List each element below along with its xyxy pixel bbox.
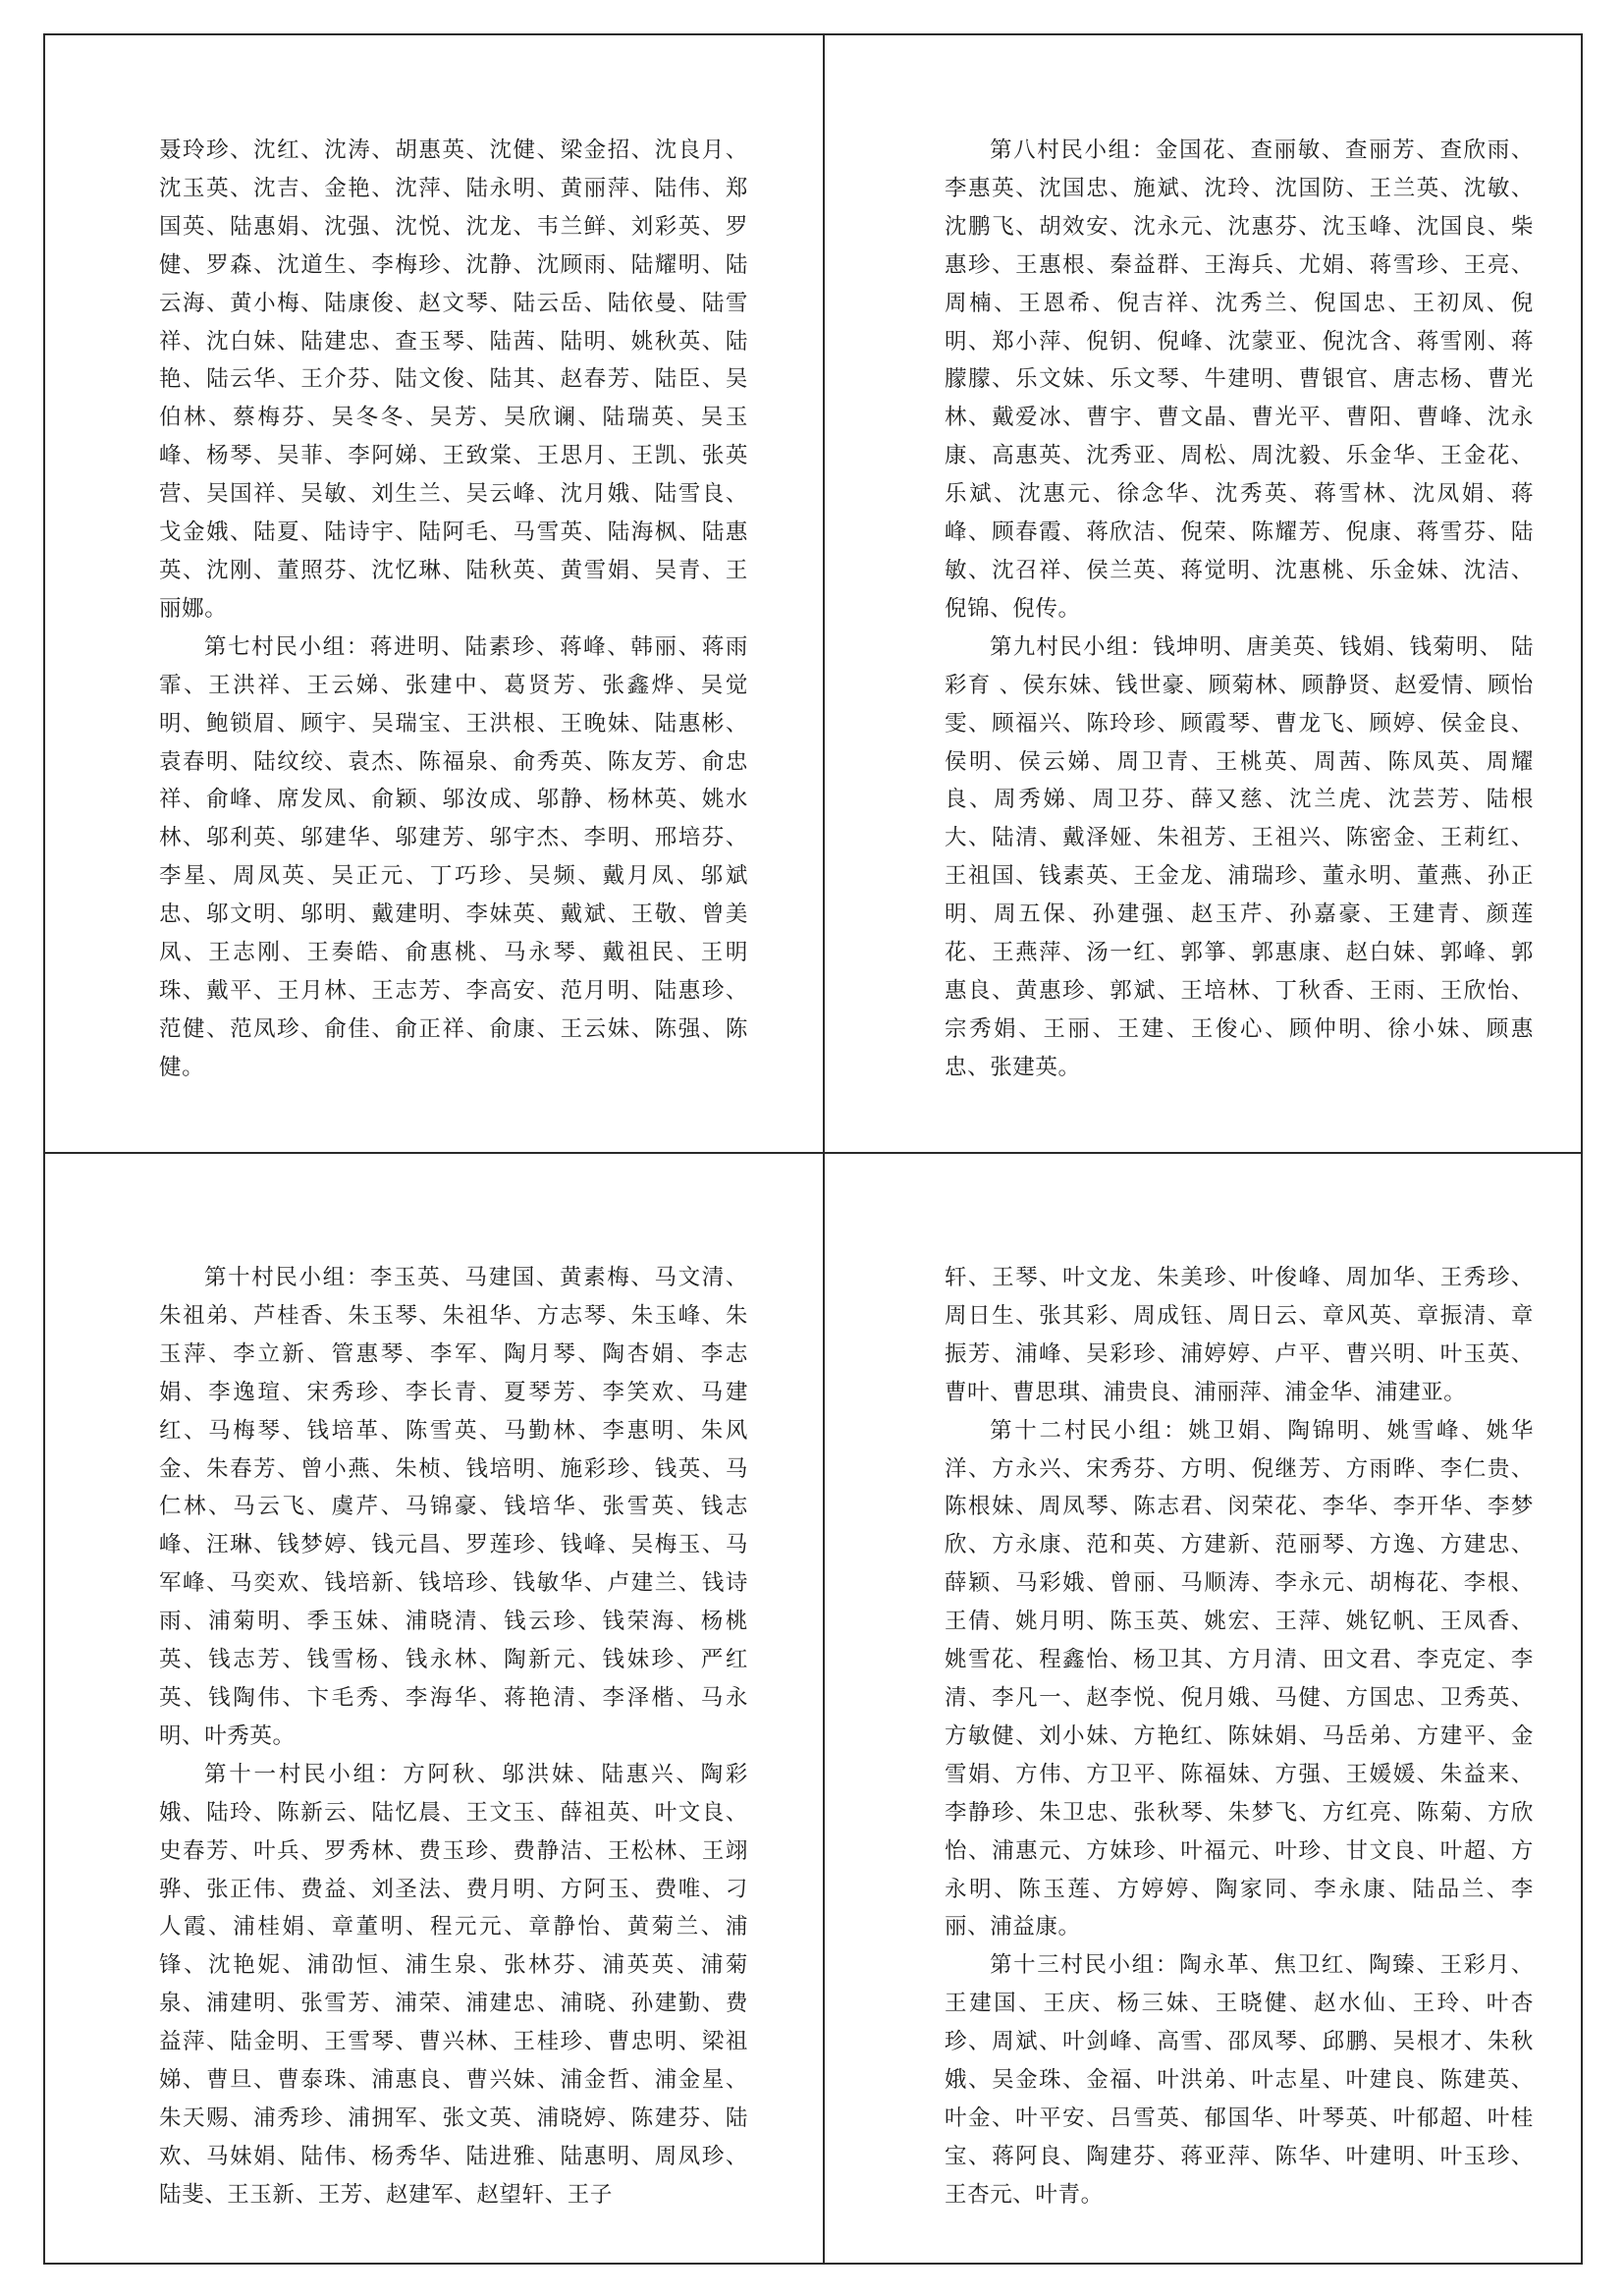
group-7-list: 第七村民小组：蒋进明、陆素珍、蒋峰、韩丽、蒋雨霏、王洪祥、王云娣、张建中、葛贤芳、张鑫烨、吴觉明、鲍锁眉、顾宇、吴瑞宝、王洪根、王晚妹、陆惠彬、袁春明、陆纹绞、袁杰、陈福泉、俞秀英、陈友芳、俞忠祥、俞峰、席发凤、俞颖、邬汝成、邬静、杨林英、姚水林、邬利英、邬建华、邬建芳、邬宇杰、李明、邢培芬、李星、周凤英、吴正元、丁巧珍、吴频、戴月凤、邬斌忠、邬文明、邬明、戴建明、李妹英、戴斌、王敬、曾美凤、王志刚、王奏皓、俞惠桃、马永琴、戴祖民、王明珠、戴平、王月林、王志芳、李高安、范月明、陆惠珍、范健、范凤珍、俞佳、俞正祥、俞康、王云妹、陈强、陈健。 [159,633,748,1080]
group-11-continuation: 轩、王琴、叶文龙、朱美珍、叶俊峰、周加华、王秀珍、周日生、张其彩、周成钰、周日云、章风英、章振清、章振芳、浦峰、吴彩珍、浦婷婷、卢平、曹兴明、叶玉英、曹叶、曹思琪、浦贵良、浦丽萍、浦金华、浦建亚。 [945,1265,1534,1405]
quadrant-top-left [159,132,748,1087]
group-10-list: 第十村民小组：李玉英、马建国、黄素梅、马文清、朱祖弟、芦桂香、朱玉琴、朱祖华、方志琴、朱玉峰、朱玉萍、李立新、管惠琴、李军、陶月琴、陶杏娟、李志娟、李逸瑄、宋秀珍、李长青、夏琴芳、李笑欢、马建红、马梅琴、钱培革、陈雪英、马勤林、李惠明、朱风金、朱春芳、曾小燕、朱桢、钱培明、施彩珍、钱英、马仁林、马云飞、虞芹、马锦豪、钱培华、张雪英、钱志峰、汪琳、钱梦婷、钱元昌、罗莲珍、钱峰、吴梅玉、马军峰、马奕欢、钱培新、钱培珍、钱敏华、卢建兰、钱诗雨、浦菊明、季玉妹、浦晓清、钱云珍、钱荣海、杨桃英、钱志芳、钱雪杨、钱永林、陶新元、钱妹珍、严红英、钱陶伟、卞毛秀、李海华、蒋艳清、李泽楷、马永明、叶秀英。 [159,1265,748,1749]
vertical-divider [823,33,825,2265]
quadrant-top-right [945,132,1534,1087]
group-9-list: 第九村民小组：钱坤明、唐美英、钱娟、钱菊明、 陆彩育 、侯东妹、钱世豪、顾菊林、顾静贤、赵爱情、顾怡雯、顾福兴、陈玲珍、顾霞琴、曹龙飞、顾婷、侯金良、侯明、侯云娣、周卫青、王桃英、周茜、陈凤英、周耀良、周秀娣、周卫芬、薛又慈、沈兰虎、沈芸芳、陆根大、陆清、戴泽娅、朱祖芳、王祖兴、陈密金、王莉红、王祖国、钱素英、王金龙、浦瑞珍、董永明、董燕、孙正明、周五保、孙建强、赵玉芹、孙嘉豪、王建青、颜莲花、王燕萍、汤一红、郭箏、郭惠康、赵白妹、郭峰、郭惠良、黄惠珍、郭斌、王培林、丁秋香、王雨、王欣怡、宗秀娟、王丽、王建、王俊心、顾仲明、徐小妹、顾惠忠、张建英。 [945,633,1534,1080]
group-13-list: 第十三村民小组：陶永革、焦卫红、陶臻、王彩月、王建国、王庆、杨三妹、王晓健、赵水仙、王玲、叶杏珍、周斌、叶剑峰、高雪、邵凤琴、邱鹏、吴根才、朱秋娥、吴金珠、金福、叶洪弟、叶志星、叶建良、陈建英、叶金、叶平安、吕雪英、郁国华、叶琴英、叶郁超、叶桂宝、蒋阿良、陶建芬、蒋亚萍、陈华、叶建明、叶玉珍、王杏元、叶青。 [945,1952,1534,2208]
group-11-list: 第十一村民小组：方阿秋、邬洪妹、陆惠兴、陶彩娥、陆玲、陈新云、陆忆晨、王文玉、薛祖英、叶文良、史春芳、叶兵、罗秀林、费玉珍、费静洁、王松林、王翊骅、张正伟、费益、刘圣法、费月明、方阿玉、费唯、刁人霞、浦桂娟、章董明、程元元、章静怡、黄菊兰、浦锋、沈艳妮、浦劭恒、浦生泉、张林芬、浦英英、浦菊泉、浦建明、张雪芳、浦荣、浦建忠、浦晓、孙建勤、费益萍、陆金明、王雪琴、曹兴林、王桂珍、曹忠明、梁祖娣、曹旦、曹泰珠、浦惠良、曹兴妹、浦金哲、浦金星、朱天赐、浦秀珍、浦拥军、张文英、浦晓婷、陈建芬、陆欢、马妹娟、陆伟、杨秀华、陆进雅、陆惠明、周凤珍、陆斐、王玉新、王芳、赵建军、赵望轩、王子 [159,1761,748,2208]
group-12-list: 第十二村民小组：姚卫娟、陶锦明、姚雪峰、姚华洋、方永兴、宋秀芬、方明、倪继芳、方雨晔、李仁贵、陈根妹、周凤琴、陈志君、闵荣花、李华、李开华、李梦欣、方永康、范和英、方建新、范丽琴、方逸、方建忠、薛颖、马彩娥、曾丽、马顺涛、李永元、胡梅花、李根、王倩、姚月明、陈玉英、姚宏、王萍、姚钇帆、王凤香、姚雪花、程鑫怡、杨卫其、方月清、田文君、李克定、李清、李凡一、赵李悦、倪月娥、马健、方国忠、卫秀英、方敏健、刘小妹、方艳红、陈妹娟、马岳弟、方建平、金雪娟、方伟、方卫平、陈福妹、方强、王媛媛、朱益来、李静珍、朱卫忠、张秋琴、朱梦飞、方红亮、陈菊、方欣怡、浦惠元、方妹珍、叶福元、叶珍、甘文良、叶超、方永明、陈玉莲、方婷婷、陶家同、李永康、陆品兰、李丽、浦益康。 [945,1417,1534,1941]
group-8-list: 第八村民小组：金国花、查丽敏、查丽芳、查欣雨、李惠英、沈国忠、施斌、沈玲、沈国防、王兰英、沈敏、沈鹏飞、胡效安、沈永元、沈惠芬、沈玉峰、沈国良、柴惠珍、王惠根、秦益群、王海兵、尤娟、蒋雪珍、王亮、周楠、王恩希、倪吉祥、沈秀兰、倪国忠、王初凤、倪明、郑小萍、倪钥、倪峰、沈蒙亚、倪沈含、蒋雪刚、蒋朦朦、乐文妹、乐文琴、牛建明、曹银官、唐志杨、曹光林、戴爱冰、曹宇、曹文晶、曹光平、曹阳、曹峰、沈永康、高惠英、沈秀亚、周松、周沈毅、乐金华、王金花、乐斌、沈惠元、徐念华、沈秀英、蒋雪林、沈凤娟、蒋峰、顾春霞、蒋欣洁、倪荣、陈耀芳、倪康、蒋雪芬、陆敏、沈召祥、侯兰英、蒋觉明、沈惠桃、乐金妹、沈洁、倪锦、倪传。 [945,137,1534,622]
quadrant-bottom-left [159,1259,748,2214]
horizontal-divider [43,1152,1583,1154]
group-6-continuation: 聂玲珍、沈红、沈涛、胡惠英、沈健、梁金招、沈良月、沈玉英、沈吉、金艳、沈萍、陆永明、黄丽萍、陆伟、郑国英、陆惠娟、沈强、沈悦、沈龙、韦兰鲜、刘彩英、罗健、罗森、沈道生、李梅珍、沈静、沈顾雨、陆耀明、陆云海、黄小梅、陆康俊、赵文琴、陆云岳、陆依曼、陆雪祥、沈白妹、陆建忠、查玉琴、陆茜、陆明、姚秋英、陆艳、陆云华、王介芬、陆文俊、陆其、赵春芳、陆臣、吴伯林、蔡梅芬、吴冬冬、吴芳、吴欣谰、陆瑞英、吴玉峰、杨琴、吴菲、李阿娣、王致棠、王思月、王凯、张英营、吴国祥、吴敏、刘生兰、吴云峰、沈月娥、陆雪良、戈金娥、陆夏、陆诗宇、陆阿毛、马雪英、陆海枫、陆惠英、沈刚、董照芬、沈忆琳、陆秋英、黄雪娟、吴青、王丽娜。 [159,137,748,622]
quadrant-bottom-right [945,1259,1534,2214]
